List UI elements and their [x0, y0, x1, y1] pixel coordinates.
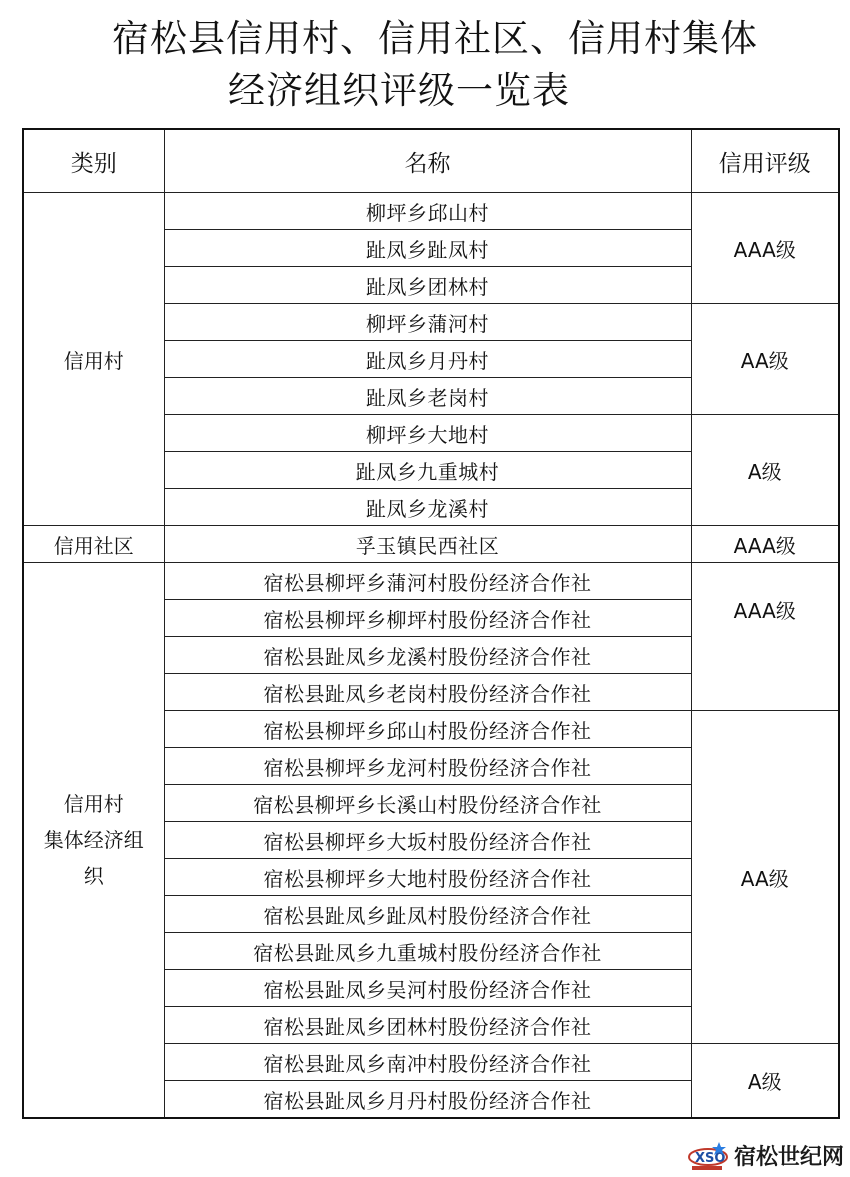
name-cell: 宿松县趾凤乡九重城村股份经济合作社 — [164, 933, 691, 970]
name-cell: 宿松县趾凤乡团林村股份经济合作社 — [164, 1007, 691, 1044]
category-cell-village: 信用村 — [23, 193, 164, 526]
header-rating: 信用评级 — [691, 129, 839, 193]
name-cell: 柳坪乡大地村 — [164, 415, 691, 452]
rating-cell: AAA级 — [691, 193, 839, 304]
name-cell: 柳坪乡邱山村 — [164, 193, 691, 230]
name-cell: 趾凤乡月丹村 — [164, 341, 691, 378]
header-category: 类别 — [23, 129, 164, 193]
name-cell: 宿松县柳坪乡大地村股份经济合作社 — [164, 859, 691, 896]
rating-table — [22, 128, 840, 1119]
category-label-line1: 信用村 — [63, 792, 124, 816]
category-label-line3: 织 — [83, 864, 104, 888]
name-cell: 趾凤乡团林村 — [164, 267, 691, 304]
name-cell: 宿松县趾凤乡老岗村股份经济合作社 — [164, 674, 691, 711]
name-cell: 趾凤乡老岗村 — [164, 378, 691, 415]
rating-cell: AA级 — [691, 711, 839, 1044]
table-header-row — [23, 129, 839, 193]
rating-cell: A级 — [691, 415, 839, 526]
page-title-line2: 经济组织评级一览表 — [228, 69, 570, 112]
name-cell: 宿松县柳坪乡大坂村股份经济合作社 — [164, 822, 691, 859]
watermark-text: 宿松世纪网 — [733, 1144, 844, 1170]
name-cell: 宿松县柳坪乡龙河村股份经济合作社 — [164, 748, 691, 785]
name-cell: 宿松县趾凤乡吴河村股份经济合作社 — [164, 970, 691, 1007]
name-cell: 宿松县柳坪乡柳坪村股份经济合作社 — [164, 600, 691, 637]
category-cell-collective — [23, 563, 164, 1119]
watermark — [686, 1139, 844, 1171]
page-title-line1: 宿松县信用村、信用社区、信用村集体 — [112, 17, 758, 60]
category-cell-community: 信用社区 — [23, 526, 164, 563]
name-cell: 趾凤乡九重城村 — [164, 452, 691, 489]
name-cell: 宿松县柳坪乡邱山村股份经济合作社 — [164, 711, 691, 748]
table-row — [23, 563, 839, 600]
rating-cell: AA级 — [691, 304, 839, 415]
name-cell: 宿松县趾凤乡趾凤村股份经济合作社 — [164, 896, 691, 933]
name-cell: 宿松县柳坪乡蒲河村股份经济合作社 — [164, 563, 691, 600]
name-cell: 宿松县趾凤乡月丹村股份经济合作社 — [164, 1081, 691, 1119]
category-label-line2: 集体经济组 — [43, 828, 144, 852]
site-logo-icon — [686, 1139, 730, 1171]
header-name: 名称 — [164, 129, 691, 193]
table-row — [23, 526, 839, 563]
name-cell: 趾凤乡龙溪村 — [164, 489, 691, 526]
rating-cell: AAA级 — [691, 526, 839, 563]
name-cell: 宿松县柳坪乡长溪山村股份经济合作社 — [164, 785, 691, 822]
name-cell: 宿松县趾凤乡南冲村股份经济合作社 — [164, 1044, 691, 1081]
name-cell: 柳坪乡蒲河村 — [164, 304, 691, 341]
name-cell: 孚玉镇民西社区 — [164, 526, 691, 563]
svg-text:XSO: XSO — [694, 1151, 726, 1166]
table-row — [23, 193, 839, 230]
rating-cell: A级 — [691, 1044, 839, 1119]
name-cell: 趾凤乡趾凤村 — [164, 230, 691, 267]
rating-cell: AAA级 — [691, 563, 839, 711]
name-cell: 宿松县趾凤乡龙溪村股份经济合作社 — [164, 637, 691, 674]
